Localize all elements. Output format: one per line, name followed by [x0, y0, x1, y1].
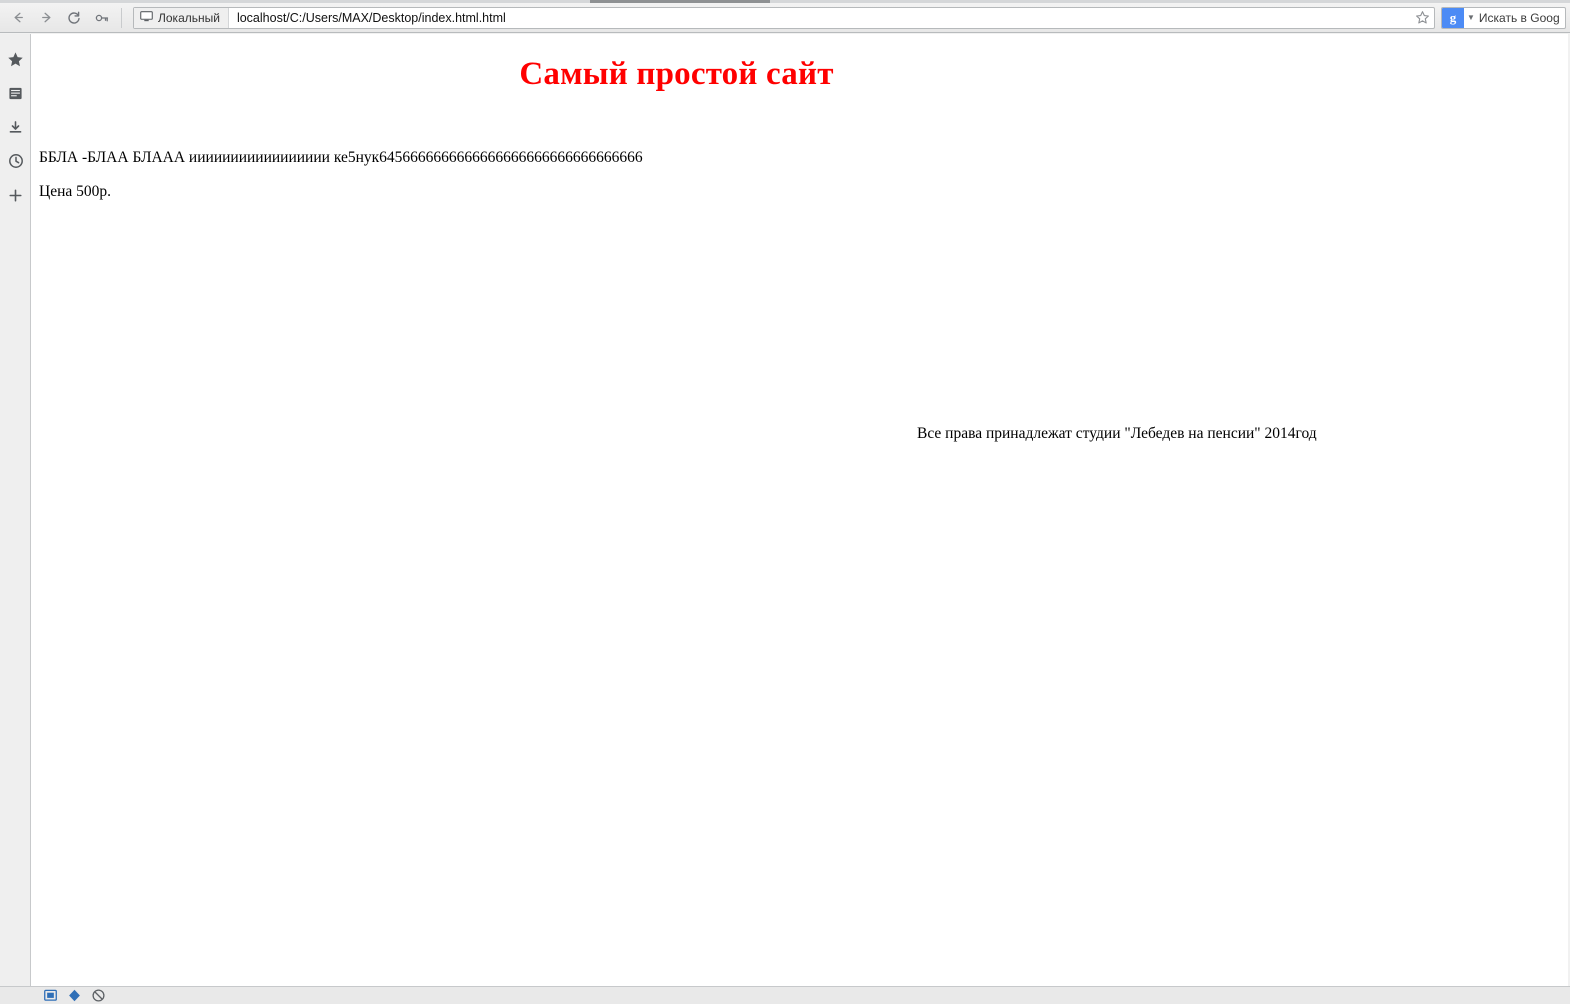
bookmark-star-icon[interactable]: [1410, 10, 1434, 25]
reload-button[interactable]: [60, 5, 88, 31]
sidebar-item-add-panel[interactable]: [0, 178, 31, 212]
search-engine-icon[interactable]: g: [1442, 8, 1464, 28]
sidebar-item-downloads[interactable]: [0, 110, 31, 144]
browser-toolbar: [0, 3, 1570, 33]
page-title: Самый простой сайт: [519, 56, 834, 92]
sidebar-item-notes[interactable]: [0, 76, 31, 110]
back-arrow-icon: [11, 10, 26, 25]
block-icon[interactable]: [88, 988, 108, 1004]
page-footer-copyright: Все права принадлежат студии "Лебедев на пенсии" 2014год: [917, 425, 1317, 442]
left-sidebar: [0, 34, 31, 986]
notes-icon: [8, 86, 23, 101]
status-bar: [0, 986, 1570, 1004]
forward-button[interactable]: [32, 5, 60, 31]
page-layout-icon[interactable]: [40, 988, 60, 1004]
security-key-button[interactable]: [88, 5, 116, 31]
star-icon: [7, 51, 24, 68]
local-indicator-chip: [134, 8, 229, 28]
page-viewport: [31, 34, 1570, 986]
plus-icon: [8, 188, 23, 203]
clock-icon: [8, 153, 24, 169]
toolbar-divider: [121, 8, 122, 28]
sidebar-item-favorites[interactable]: [0, 42, 31, 76]
local-indicator-label: Локальный: [158, 10, 220, 25]
page-paragraph-1: ББЛА -БЛАА БЛААА иииииииииииииииии ке5нук6456666666666666666666666666666666: [39, 149, 643, 166]
monitor-icon: [140, 11, 153, 25]
chevron-down-icon[interactable]: ▼: [1467, 13, 1475, 22]
page-paragraph-2: Цена 500р.: [39, 183, 111, 200]
turbo-icon[interactable]: [64, 988, 84, 1004]
downloads-icon: [8, 120, 23, 135]
key-icon: [94, 10, 110, 26]
reload-icon: [66, 10, 82, 26]
sidebar-item-history[interactable]: [0, 144, 31, 178]
search-input[interactable]: Искать в Goog: [1478, 10, 1560, 25]
forward-arrow-icon: [39, 10, 54, 25]
url-text[interactable]: localhost/C:/Users/MAX/Desktop/index.html.html: [236, 10, 506, 25]
address-bar[interactable]: [133, 7, 1435, 29]
back-button[interactable]: [4, 5, 32, 31]
search-box[interactable]: [1441, 7, 1566, 29]
